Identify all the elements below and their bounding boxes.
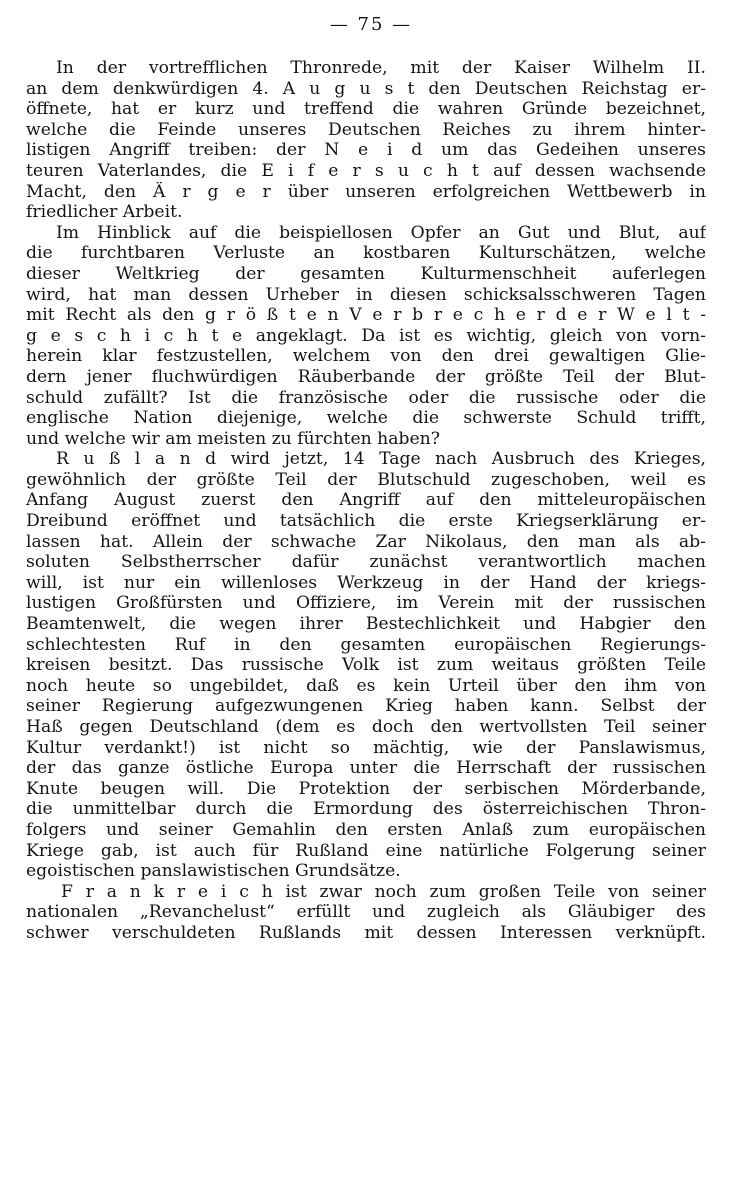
- text-line: F r a n k r e i c h ist zwar noch zum großen Teile von seiner: [61, 881, 706, 902]
- text-line: schwer verschuldeten Rußlands mit dessen Interessen verknüpft.: [26, 922, 706, 943]
- text-line: Kriege gab, ist auch für Rußland eine natürliche Folgerung seiner: [26, 840, 706, 861]
- text-line: wird, hat man dessen Urheber in diesen schicksalsschweren Tagen: [26, 284, 706, 305]
- text-line: die furchtbaren Verluste an kostbaren Kulturschätzen, welche: [26, 243, 706, 264]
- text-line: herein klar festzustellen, welchem von den drei gewaltigen Glie-: [26, 346, 706, 367]
- text-line: R u ß l a n d wird jetzt, 14 Tage nach Ausbruch des Krieges,: [56, 449, 706, 470]
- text-line: dern jener fluchwürdigen Räuberbande der größte Teil der Blut-: [26, 366, 706, 387]
- text-line: In der vortrefflichen Thronrede, mit der Kaiser Wilhelm II.: [56, 58, 706, 78]
- text-line: friedlicher Arbeit.: [26, 202, 183, 223]
- text-line: Im Hinblick auf die beispiellosen Opfer an Gut und Blut, auf: [56, 222, 706, 243]
- text-line: folgers und seiner Gemahlin den ersten Anlaß zum europäischen: [26, 819, 706, 840]
- text-line: seiner Regierung aufgezwungenen Krieg haben kann. Selbst der: [26, 696, 706, 717]
- text-line: nationalen „Revanchelust“ erfüllt und zugleich als Gläubiger des: [26, 902, 706, 923]
- text-line: gewöhnlich der größte Teil der Blutschuld zugeschoben, weil es: [26, 469, 706, 490]
- text-line: Macht, den Ä r g e r über unseren erfolgreichen Wettbewerb in: [26, 181, 706, 202]
- text-line: teuren Vaterlandes, die E i f e r s u c h t auf dessen wachsende: [26, 160, 706, 181]
- text-line: die unmittelbar durch die Ermordung des österreichischen Thron-: [26, 799, 706, 820]
- text-line: schlechtesten Ruf in den gesamten europäischen Regierungs-: [26, 634, 706, 655]
- text-line: Anfang August zuerst den Angriff auf den mitteleuropäischen: [26, 490, 706, 511]
- text-line: will, ist nur ein willenloses Werkzeug in der Hand der kriegs-: [26, 572, 706, 593]
- text-line: mit Recht als den g r ö ß t e n V e r b r e c h e r d e r W e l t -: [26, 305, 706, 326]
- page-number: — 75 —: [329, 14, 413, 35]
- text-line: öffnete, hat er kurz und treffend die wahren Gründe bezeichnet,: [26, 99, 706, 120]
- text-line: g e s c h i c h t e angeklagt. Da ist es wichtig, gleich von vorn-: [26, 325, 706, 346]
- text-line: lustigen Großfürsten und Offiziere, im Verein mit der russischen: [26, 593, 706, 614]
- text-line: schuld zufällt? Ist die französische oder die russische oder die: [26, 387, 706, 408]
- text-line: welche die Feinde unseres Deutschen Reiches zu ihrem hinter-: [26, 119, 706, 140]
- text-line: Beamtenwelt, die wegen ihrer Bestechlichkeit und Habgier den: [26, 614, 706, 635]
- text-line: Kultur verdankt!) ist nicht so mächtig, wie der Panslawismus,: [26, 737, 706, 758]
- text-line: Knute beugen will. Die Protektion der serbischen Mörderbande,: [26, 778, 706, 799]
- text-line: kreisen besitzt. Das russische Volk ist zum weitaus größten Teile: [26, 655, 706, 676]
- text-line: an dem denkwürdigen 4. A u g u s t den Deutschen Reichstag er-: [26, 78, 706, 99]
- text-line: dieser Weltkrieg der gesamten Kulturmenschheit auferlegen: [26, 263, 706, 284]
- text-line: englische Nation diejenige, welche die schwerste Schuld trifft,: [26, 408, 706, 429]
- text-line: listigen Angriff treiben: der N e i d um das Gedeihen unseres: [26, 140, 706, 161]
- text-line: noch heute so ungebildet, daß es kein Urteil über den ihm von: [26, 675, 706, 696]
- text-line: Haß gegen Deutschland (dem es doch den wertvollsten Teil seiner: [26, 717, 706, 737]
- text-line: lassen hat. Allein der schwache Zar Nikolaus, den man als ab-: [26, 531, 706, 552]
- text-line: der das ganze östliche Europa unter die Herrschaft der russischen: [26, 758, 706, 779]
- text-line: egoistischen panslawistischen Grundsätze.: [26, 861, 401, 882]
- body-text: [26, 58, 706, 944]
- text-line: und welche wir am meisten zu fürchten haben?: [26, 428, 440, 449]
- text-line: Dreibund eröffnet und tatsächlich die erste Kriegserklärung er-: [26, 511, 706, 532]
- text-line: soluten Selbstherrscher dafür zunächst verantwortlich machen: [26, 552, 706, 573]
